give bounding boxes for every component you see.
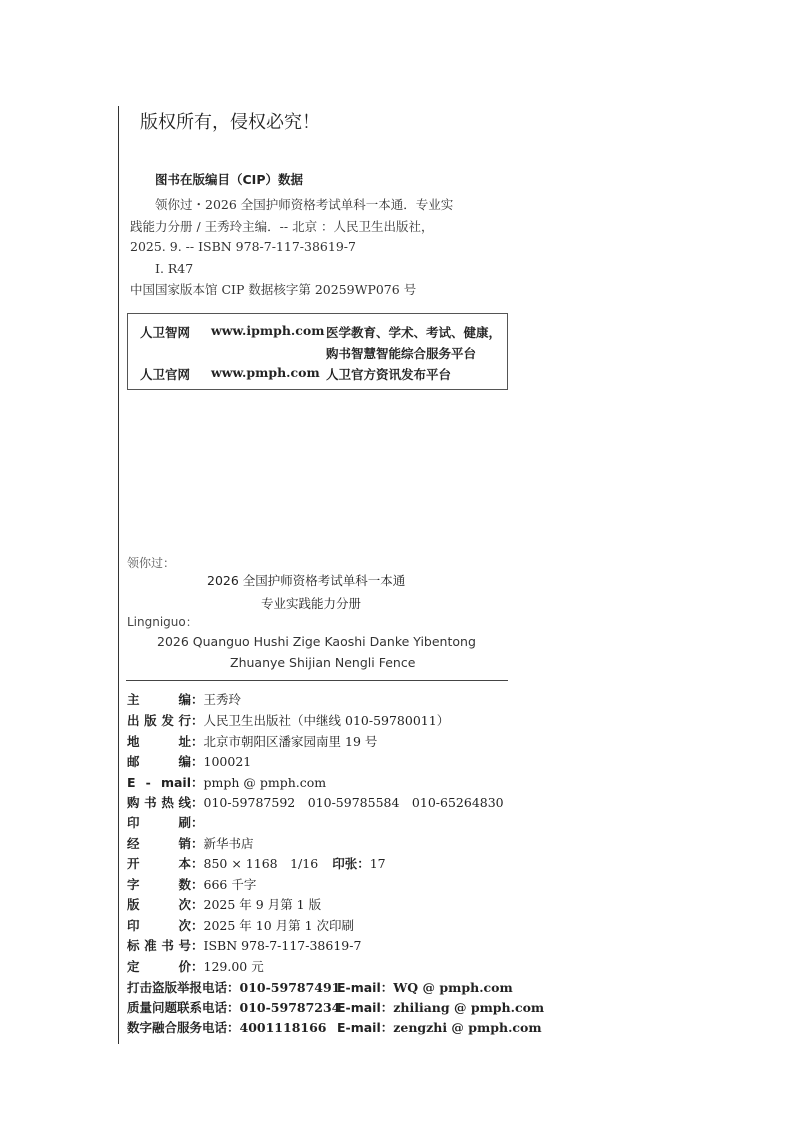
info-label: E - mail [127,775,191,790]
info-printer: 印刷： [127,815,204,830]
info-value: 北京市朝阳区潘家园南里 19 号 [203,734,378,749]
info-price: 定价：129.00 元 [127,959,264,974]
info-value: 2025 年 9 月第 1 版 [203,897,322,912]
info-value: 2025 年 10 月第 1 次印刷 [203,918,355,933]
contact-email-label: E-mail： [337,980,394,995]
copyright-notice: 版权所有，侵权必究！ [140,112,320,133]
info-extra-label: 印张： [332,856,370,871]
contact-email[interactable]: zengzhi @ pmph.com [393,1020,542,1035]
title-pinyin-label: Lingniguo： [127,615,198,629]
info-publisher: 出版发行：人民卫生出版社（中继线 010-59780011） [127,713,450,728]
website-desc-2: 人卫官方资讯发布平台 [326,367,452,382]
cip-line-2: 践能力分册 / 王秀玲主编．-- 北京 ：人民卫生出版社， [130,219,434,234]
contact-quality [127,998,545,1016]
info-value[interactable]: pmph @ pmph.com [203,775,327,790]
contact-label: 数字融合服务电话： [127,1020,240,1035]
info-label: 印刷 [127,815,191,830]
info-value: 666 千字 [203,877,257,892]
info-editor: 主编：王秀玲 [127,692,242,707]
info-label: 出版发行 [127,713,191,728]
info-printing: 印次：2025 年 10 月第 1 次印刷 [127,918,355,933]
info-format: 开本：850 × 1168 1/16 印张：17 [127,856,386,871]
contact-piracy [127,978,513,996]
cip-line-3: 2025. 9. -- ISBN 978-7-117-38619-7 [130,239,356,254]
info-label: 主编 [127,692,191,707]
info-postcode: 邮编：100021 [127,754,252,769]
website-url-2[interactable]: www.pmph.com [211,365,320,380]
cip-title: 图书在版编目（CIP）数据 [155,172,303,187]
info-email: E - mail：pmph @ pmph.com [127,775,327,790]
info-hotline: 购书热线：010-59787592 010-59785584 010-65264830 [127,795,504,810]
title-pinyin-line-2: Zhuanye Shijian Nengli Fence [230,655,416,670]
info-label: 定价 [127,959,191,974]
cip-line-1: 领你过・2026 全国护师资格考试单科一本通．专业实 [155,197,454,212]
info-distributor: 经销：新华书店 [127,836,254,851]
info-label: 购书热线 [127,795,191,810]
cip-line-4: Ⅰ. R47 [155,261,194,276]
info-label: 标准书号 [127,938,191,953]
contact-email-label: E-mail： [337,1000,394,1015]
contact-email[interactable]: zhiliang @ pmph.com [393,1000,545,1015]
website-desc-1a: 医学教育、学术、考试、健康， [326,325,502,340]
contact-phone: 010-59787234 [239,1000,341,1015]
info-value: 100021 [203,754,252,769]
info-value: 129.00 元 [203,959,264,974]
title-cn-label: 领你过： [127,556,176,570]
info-value: 王秀玲 [203,692,242,707]
info-isbn: 标准书号：ISBN 978-7-117-38619-7 [127,938,362,953]
contact-email-label: E-mail： [337,1020,394,1035]
info-label: 邮编 [127,754,191,769]
contact-phone: 010-59787491 [239,980,341,995]
info-value: ISBN 978-7-117-38619-7 [203,938,362,953]
info-edition: 版次：2025 年 9 月第 1 版 [127,897,322,912]
info-address: 地址：北京市朝阳区潘家园南里 19 号 [127,734,378,749]
info-value: 010-59787592 010-59785584 010-65264830 [203,795,504,810]
website-desc-1b: 购书智慧智能综合服务平台 [326,346,477,361]
title-cn-line-1: 2026 全国护师资格考试单科一本通 [207,573,406,588]
website-url-1[interactable]: www.ipmph.com [211,323,325,338]
info-label: 字数 [127,877,191,892]
info-value: 850 × 1168 1/16 [203,856,319,871]
info-value: 人民卫生出版社（中继线 010-59780011） [203,713,450,728]
contact-label: 质量问题联系电话： [127,1000,240,1015]
contact-digital [127,1018,542,1036]
title-pinyin-line-1: 2026 Quanguo Hushi Zige Kaoshi Danke Yibentong [157,634,476,649]
title-cn-line-2: 专业实践能力分册 [261,596,362,611]
divider [126,680,508,681]
contact-label: 打击盗版举报电话： [127,980,240,995]
info-label: 经销 [127,836,191,851]
info-extra-value: 17 [369,856,386,871]
contact-phone: 4001118166 [239,1020,327,1035]
info-label: 地址 [127,734,191,749]
cip-line-5: 中国国家版本馆 CIP 数据核字第 20259WP076 号 [130,282,417,297]
website-box [127,313,508,390]
info-value: 新华书店 [203,836,254,851]
info-wordcount: 字数：666 千字 [127,877,257,892]
contact-email[interactable]: WQ @ pmph.com [393,980,513,995]
website-name-2: 人卫官网 [140,367,191,382]
margin-rule [118,106,119,1044]
info-label: 印次 [127,918,191,933]
website-name-1: 人卫智网 [140,325,191,340]
info-label: 开本 [127,856,191,871]
info-label: 版次 [127,897,191,912]
